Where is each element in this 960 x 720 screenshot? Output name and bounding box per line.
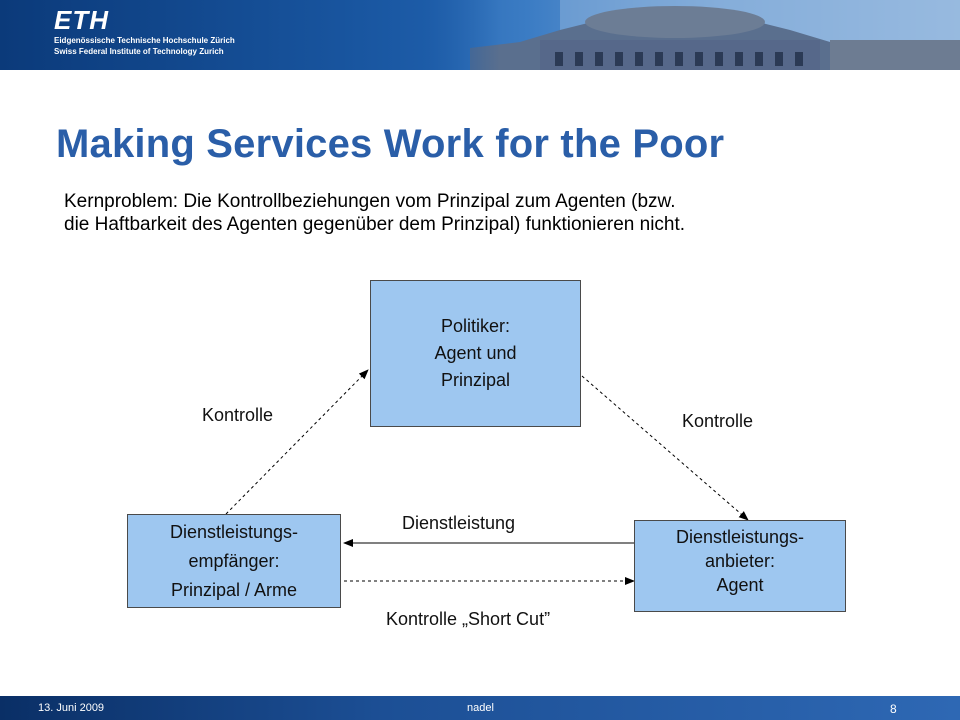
footer-author: nadel [467,702,494,714]
eth-logo: ETH [54,5,109,35]
politiker-line-2: Agent und [434,343,517,363]
intro-line-2: die Haftbarkeit des Agenten gegenüber dem Prinzipal) funktionieren nicht. [64,214,686,235]
institution-name-en: Swiss Federal Institute of Technology Zurich [54,47,224,56]
empfaenger-line-1: Dienstleistungs- [169,521,299,542]
anbieter-line-2: anbieter: [704,551,776,571]
arrow-kontrolle-left [226,370,368,514]
label-short-cut: Kontrolle „Short Cut” [386,609,551,629]
box-anbieter [634,520,846,612]
institution-name-de: Eidgenössische Technische Hochschule Zürich [54,36,235,45]
arrow-kontrolle-right [582,376,748,520]
politiker-line-1: Politiker: [440,316,511,336]
label-dienstleistung: Dienstleistung [402,513,516,533]
page-number: 8 [890,702,897,716]
empfaenger-line-3: Prinzipal / Arme [170,579,298,600]
slide-title: Making Services Work for the Poor [56,122,725,166]
footer-date: 13. Juni 2009 [38,702,105,714]
anbieter-line-3: Agent [716,575,764,595]
empfaenger-line-2: empfänger: [188,550,280,571]
box-empfaenger [127,514,341,608]
label-kontrolle-right: Kontrolle [682,411,754,431]
intro-line-1: Kernproblem: Die Kontrollbeziehungen vom Prinzipal zum Agenten (bzw. [64,191,676,212]
anbieter-line-1: Dienstleistungs- [675,527,805,547]
politiker-line-3: Prinzipal [440,370,511,390]
box-politiker [370,280,581,427]
label-kontrolle-left: Kontrolle [202,405,274,425]
